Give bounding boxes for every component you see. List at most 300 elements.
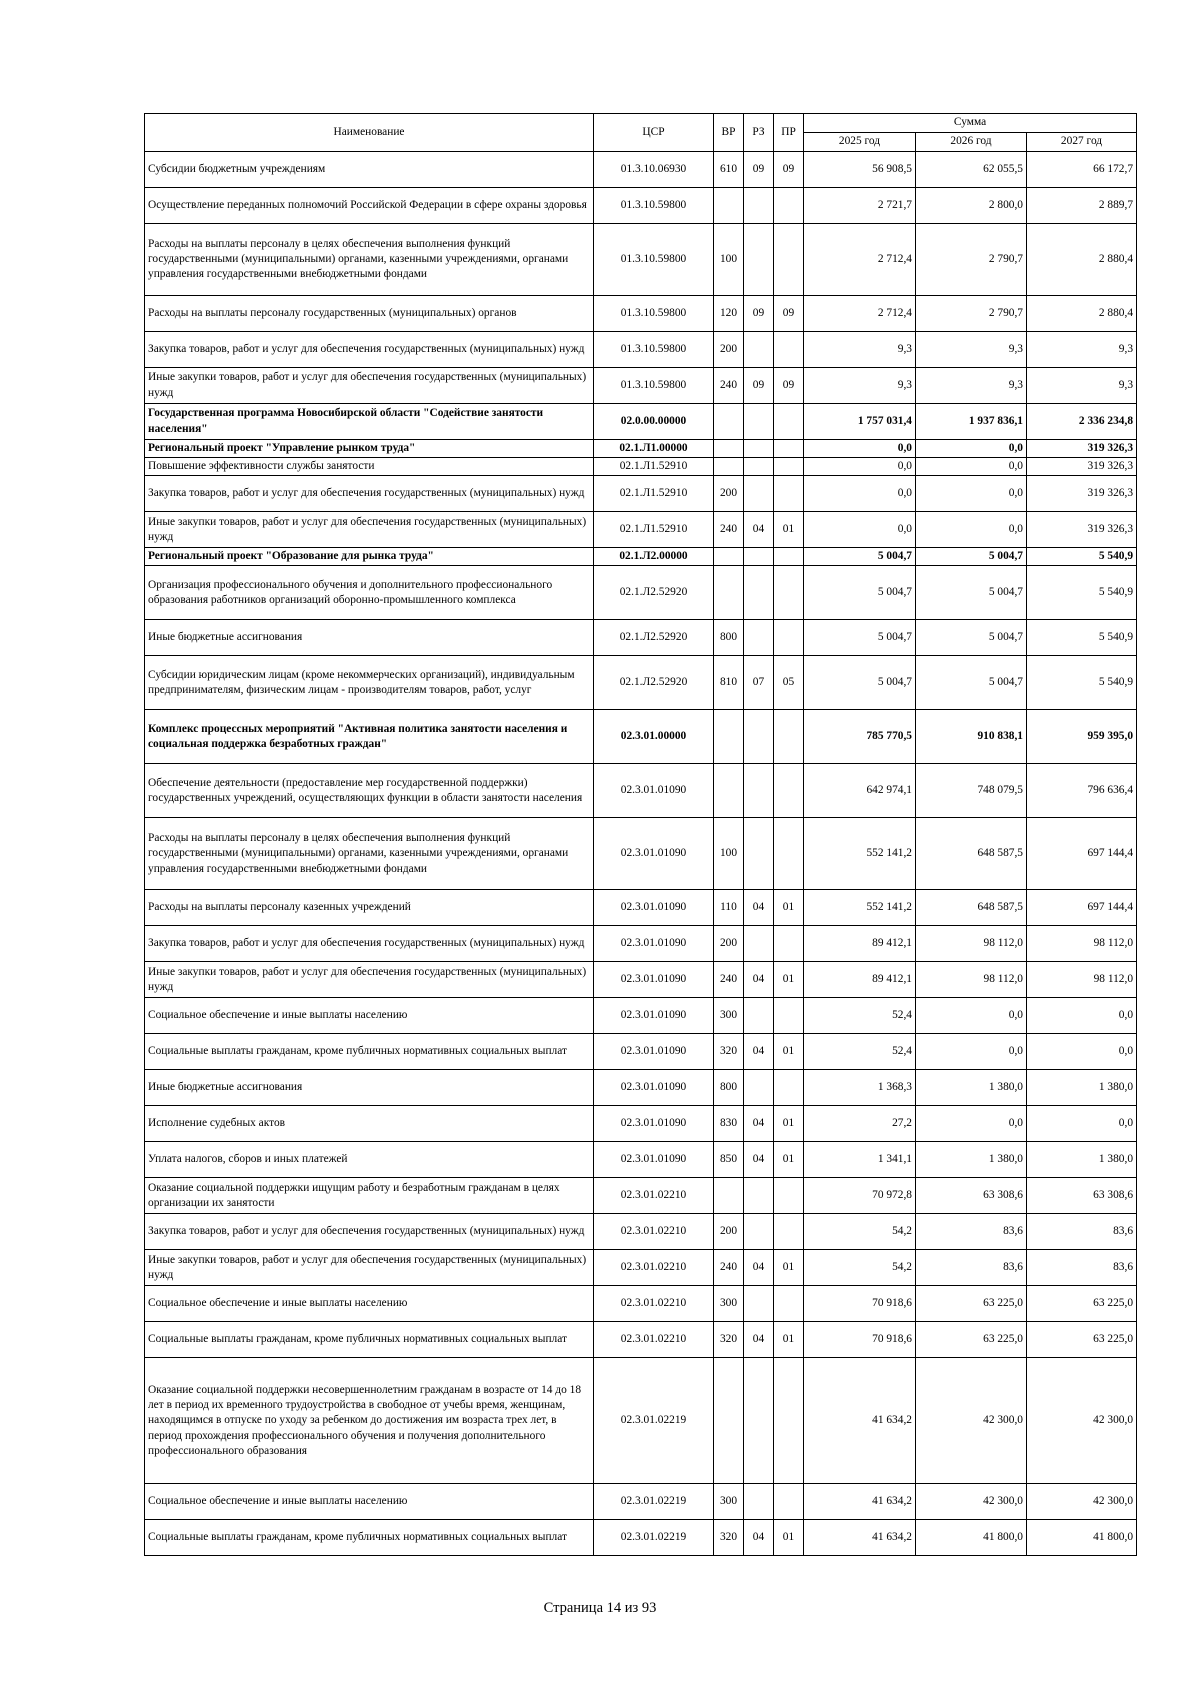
row-rz-code bbox=[744, 818, 774, 890]
row-vr-code: 320 bbox=[714, 1034, 744, 1070]
table-row bbox=[145, 818, 1137, 890]
row-amount-2027: 5 540,9 bbox=[1027, 656, 1137, 710]
row-amount-2027: 319 326,3 bbox=[1027, 512, 1137, 548]
row-amount-2026: 41 800,0 bbox=[916, 1520, 1027, 1556]
row-rz-code: 04 bbox=[744, 1520, 774, 1556]
row-amount-2025: 52,4 bbox=[804, 1034, 916, 1070]
row-amount-2025: 70 918,6 bbox=[804, 1322, 916, 1358]
table-row bbox=[145, 224, 1137, 296]
row-rz-code bbox=[744, 1358, 774, 1484]
row-csr-code: 02.1.Л1.52910 bbox=[594, 512, 714, 548]
row-csr-code: 02.3.01.02210 bbox=[594, 1250, 714, 1286]
row-vr-code: 240 bbox=[714, 1250, 744, 1286]
row-amount-2025: 9,3 bbox=[804, 332, 916, 368]
row-csr-code: 02.3.01.01090 bbox=[594, 1142, 714, 1178]
row-amount-2026: 0,0 bbox=[916, 440, 1027, 458]
row-csr-code: 02.3.01.01090 bbox=[594, 962, 714, 998]
row-name: Социальное обеспечение и иные выплаты населению bbox=[145, 1286, 594, 1322]
row-rz-code: 04 bbox=[744, 1322, 774, 1358]
table-row bbox=[145, 926, 1137, 962]
row-amount-2026: 5 004,7 bbox=[916, 566, 1027, 620]
row-rz-code: 09 bbox=[744, 152, 774, 188]
row-vr-code: 240 bbox=[714, 368, 744, 404]
row-vr-code: 810 bbox=[714, 656, 744, 710]
row-name: Повышение эффективности службы занятости bbox=[145, 458, 594, 476]
row-csr-code: 02.3.01.01090 bbox=[594, 926, 714, 962]
row-amount-2025: 0,0 bbox=[804, 458, 916, 476]
row-name: Иные бюджетные ассигнования bbox=[145, 1070, 594, 1106]
row-vr-code bbox=[714, 1178, 744, 1214]
row-name: Субсидии юридическим лицам (кроме некоммерческих организаций), индивидуальным предпринимателям, физическим лицам - производителям товаров, работ, услуг bbox=[145, 656, 594, 710]
row-amount-2025: 2 712,4 bbox=[804, 296, 916, 332]
row-amount-2025: 0,0 bbox=[804, 512, 916, 548]
row-rz-code: 04 bbox=[744, 1106, 774, 1142]
row-name: Субсидии бюджетным учреждениям bbox=[145, 152, 594, 188]
row-name: Социальные выплаты гражданам, кроме публичных нормативных социальных выплат bbox=[145, 1034, 594, 1070]
row-amount-2027: 42 300,0 bbox=[1027, 1484, 1137, 1520]
row-csr-code: 02.3.01.02210 bbox=[594, 1214, 714, 1250]
row-rz-code: 04 bbox=[744, 962, 774, 998]
row-amount-2027: 5 540,9 bbox=[1027, 620, 1137, 656]
header-sum: Сумма bbox=[804, 114, 1137, 133]
row-csr-code: 02.3.01.02219 bbox=[594, 1358, 714, 1484]
row-amount-2027: 0,0 bbox=[1027, 998, 1137, 1034]
row-csr-code: 02.1.Л2.52920 bbox=[594, 620, 714, 656]
row-rz-code: 09 bbox=[744, 368, 774, 404]
row-csr-code: 02.3.01.01090 bbox=[594, 1106, 714, 1142]
row-rz-code: 04 bbox=[744, 890, 774, 926]
table-row bbox=[145, 1250, 1137, 1286]
row-pr-code bbox=[774, 710, 804, 764]
row-vr-code: 240 bbox=[714, 962, 744, 998]
table-row bbox=[145, 404, 1137, 440]
row-pr-code bbox=[774, 476, 804, 512]
row-amount-2025: 54,2 bbox=[804, 1250, 916, 1286]
row-rz-code bbox=[744, 764, 774, 818]
row-amount-2027: 2 880,4 bbox=[1027, 296, 1137, 332]
row-name: Социальные выплаты гражданам, кроме публичных нормативных социальных выплат bbox=[145, 1520, 594, 1556]
row-amount-2027: 9,3 bbox=[1027, 332, 1137, 368]
row-rz-code bbox=[744, 998, 774, 1034]
row-pr-code: 09 bbox=[774, 296, 804, 332]
header-csr: ЦСР bbox=[594, 114, 714, 152]
table-row bbox=[145, 1178, 1137, 1214]
row-pr-code: 01 bbox=[774, 1106, 804, 1142]
row-csr-code: 02.3.01.00000 bbox=[594, 710, 714, 764]
row-csr-code: 02.1.Л1.00000 bbox=[594, 440, 714, 458]
row-pr-code bbox=[774, 620, 804, 656]
row-name: Региональный проект "Образование для рынка труда" bbox=[145, 548, 594, 566]
table-row bbox=[145, 332, 1137, 368]
row-amount-2026: 0,0 bbox=[916, 1106, 1027, 1142]
table-row bbox=[145, 710, 1137, 764]
row-amount-2027: 41 800,0 bbox=[1027, 1520, 1137, 1556]
row-csr-code: 02.1.Л2.52920 bbox=[594, 656, 714, 710]
row-name: Региональный проект "Управление рынком труда" bbox=[145, 440, 594, 458]
header-name: Наименование bbox=[145, 114, 594, 152]
row-amount-2027: 9,3 bbox=[1027, 368, 1137, 404]
row-vr-code: 300 bbox=[714, 998, 744, 1034]
row-vr-code bbox=[714, 188, 744, 224]
row-pr-code bbox=[774, 566, 804, 620]
row-pr-code: 01 bbox=[774, 1520, 804, 1556]
row-pr-code bbox=[774, 548, 804, 566]
row-vr-code: 800 bbox=[714, 1070, 744, 1106]
row-name: Закупка товаров, работ и услуг для обеспечения государственных (муниципальных) нужд bbox=[145, 332, 594, 368]
row-amount-2026: 748 079,5 bbox=[916, 764, 1027, 818]
header-pr: ПР bbox=[774, 114, 804, 152]
row-amount-2027: 83,6 bbox=[1027, 1250, 1137, 1286]
row-name: Оказание социальной поддержки несовершеннолетним гражданам в возрасте от 14 до 18 лет в период их временного трудоустройства в свободное от учебы время, женщинам, находящимся в отпуске по уходу за ребенком до достижения им возраста трех лет, в период прохождения профессионального обучения и получения дополнительного профессионального образования bbox=[145, 1358, 594, 1484]
row-csr-code: 02.3.01.01090 bbox=[594, 1034, 714, 1070]
row-pr-code bbox=[774, 1070, 804, 1106]
row-vr-code: 200 bbox=[714, 476, 744, 512]
row-pr-code bbox=[774, 998, 804, 1034]
table-row bbox=[145, 512, 1137, 548]
row-amount-2025: 5 004,7 bbox=[804, 656, 916, 710]
row-amount-2025: 41 634,2 bbox=[804, 1520, 916, 1556]
row-rz-code: 09 bbox=[744, 296, 774, 332]
row-amount-2027: 63 308,6 bbox=[1027, 1178, 1137, 1214]
row-name: Иные закупки товаров, работ и услуг для обеспечения государственных (муниципальных) нужд bbox=[145, 368, 594, 404]
row-vr-code: 200 bbox=[714, 926, 744, 962]
row-vr-code: 100 bbox=[714, 224, 744, 296]
row-amount-2027: 697 144,4 bbox=[1027, 818, 1137, 890]
row-rz-code bbox=[744, 566, 774, 620]
row-vr-code: 320 bbox=[714, 1322, 744, 1358]
row-amount-2025: 642 974,1 bbox=[804, 764, 916, 818]
row-amount-2027: 66 172,7 bbox=[1027, 152, 1137, 188]
row-amount-2025: 2 712,4 bbox=[804, 224, 916, 296]
row-amount-2025: 89 412,1 bbox=[804, 962, 916, 998]
row-amount-2026: 1 380,0 bbox=[916, 1070, 1027, 1106]
row-vr-code bbox=[714, 710, 744, 764]
row-amount-2026: 648 587,5 bbox=[916, 890, 1027, 926]
table-row bbox=[145, 476, 1137, 512]
row-rz-code: 04 bbox=[744, 512, 774, 548]
row-pr-code bbox=[774, 818, 804, 890]
row-amount-2025: 41 634,2 bbox=[804, 1484, 916, 1520]
row-amount-2026: 0,0 bbox=[916, 1034, 1027, 1070]
row-name: Обеспечение деятельности (предоставление мер государственной поддержки) государственных учреждений, осуществляющих функции в области занятости населения bbox=[145, 764, 594, 818]
row-pr-code: 01 bbox=[774, 1034, 804, 1070]
row-pr-code bbox=[774, 926, 804, 962]
row-amount-2027: 0,0 bbox=[1027, 1034, 1137, 1070]
row-vr-code: 610 bbox=[714, 152, 744, 188]
row-name: Организация профессионального обучения и дополнительного профессионального образования работников организаций оборонно-промышленного комплекса bbox=[145, 566, 594, 620]
row-amount-2027: 98 112,0 bbox=[1027, 926, 1137, 962]
table-row bbox=[145, 296, 1137, 332]
table-row bbox=[145, 656, 1137, 710]
row-rz-code bbox=[744, 1070, 774, 1106]
row-pr-code bbox=[774, 1484, 804, 1520]
row-rz-code: 04 bbox=[744, 1034, 774, 1070]
row-csr-code: 02.3.01.02210 bbox=[594, 1286, 714, 1322]
header-year-2025: 2025 год bbox=[804, 133, 916, 152]
row-amount-2025: 5 004,7 bbox=[804, 566, 916, 620]
row-amount-2027: 63 225,0 bbox=[1027, 1286, 1137, 1322]
row-rz-code bbox=[744, 548, 774, 566]
row-amount-2025: 41 634,2 bbox=[804, 1358, 916, 1484]
row-amount-2026: 5 004,7 bbox=[916, 656, 1027, 710]
row-name: Расходы на выплаты персоналу государственных (муниципальных) органов bbox=[145, 296, 594, 332]
row-vr-code: 110 bbox=[714, 890, 744, 926]
row-vr-code: 830 bbox=[714, 1106, 744, 1142]
row-amount-2025: 70 918,6 bbox=[804, 1286, 916, 1322]
row-amount-2027: 5 540,9 bbox=[1027, 548, 1137, 566]
row-amount-2027: 98 112,0 bbox=[1027, 962, 1137, 998]
row-amount-2025: 5 004,7 bbox=[804, 620, 916, 656]
table-row bbox=[145, 458, 1137, 476]
row-vr-code: 100 bbox=[714, 818, 744, 890]
row-csr-code: 02.3.01.01090 bbox=[594, 818, 714, 890]
row-amount-2027: 697 144,4 bbox=[1027, 890, 1137, 926]
row-csr-code: 02.3.01.02219 bbox=[594, 1520, 714, 1556]
row-amount-2026: 83,6 bbox=[916, 1250, 1027, 1286]
row-amount-2027: 0,0 bbox=[1027, 1106, 1137, 1142]
row-pr-code bbox=[774, 224, 804, 296]
row-amount-2026: 42 300,0 bbox=[916, 1358, 1027, 1484]
row-name: Иные бюджетные ассигнования bbox=[145, 620, 594, 656]
row-csr-code: 02.3.01.01090 bbox=[594, 890, 714, 926]
row-amount-2027: 1 380,0 bbox=[1027, 1142, 1137, 1178]
row-name: Исполнение судебных актов bbox=[145, 1106, 594, 1142]
table-row bbox=[145, 1358, 1137, 1484]
row-amount-2026: 63 308,6 bbox=[916, 1178, 1027, 1214]
row-csr-code: 02.1.Л2.52920 bbox=[594, 566, 714, 620]
row-amount-2025: 5 004,7 bbox=[804, 548, 916, 566]
row-name: Расходы на выплаты персоналу казенных учреждений bbox=[145, 890, 594, 926]
row-csr-code: 01.3.10.59800 bbox=[594, 332, 714, 368]
row-amount-2027: 1 380,0 bbox=[1027, 1070, 1137, 1106]
row-vr-code: 200 bbox=[714, 332, 744, 368]
row-rz-code bbox=[744, 332, 774, 368]
row-pr-code bbox=[774, 1286, 804, 1322]
row-amount-2025: 552 141,2 bbox=[804, 890, 916, 926]
row-amount-2026: 0,0 bbox=[916, 458, 1027, 476]
row-csr-code: 02.3.01.02210 bbox=[594, 1178, 714, 1214]
row-amount-2027: 319 326,3 bbox=[1027, 440, 1137, 458]
row-pr-code bbox=[774, 1178, 804, 1214]
row-name: Осуществление переданных полномочий Российской Федерации в сфере охраны здоровья bbox=[145, 188, 594, 224]
table-row bbox=[145, 152, 1137, 188]
row-csr-code: 01.3.10.59800 bbox=[594, 296, 714, 332]
table-row bbox=[145, 1106, 1137, 1142]
row-pr-code: 01 bbox=[774, 1142, 804, 1178]
row-pr-code bbox=[774, 458, 804, 476]
row-amount-2026: 1 937 836,1 bbox=[916, 404, 1027, 440]
row-amount-2027: 319 326,3 bbox=[1027, 458, 1137, 476]
row-csr-code: 02.3.01.02210 bbox=[594, 1322, 714, 1358]
row-amount-2026: 1 380,0 bbox=[916, 1142, 1027, 1178]
row-pr-code: 09 bbox=[774, 152, 804, 188]
row-amount-2025: 1 757 031,4 bbox=[804, 404, 916, 440]
row-pr-code: 01 bbox=[774, 512, 804, 548]
row-amount-2025: 27,2 bbox=[804, 1106, 916, 1142]
row-amount-2025: 785 770,5 bbox=[804, 710, 916, 764]
row-amount-2025: 70 972,8 bbox=[804, 1178, 916, 1214]
table-row bbox=[145, 1034, 1137, 1070]
row-amount-2025: 1 341,1 bbox=[804, 1142, 916, 1178]
row-name: Социальное обеспечение и иные выплаты населению bbox=[145, 998, 594, 1034]
row-amount-2027: 2 336 234,8 bbox=[1027, 404, 1137, 440]
row-pr-code: 01 bbox=[774, 1322, 804, 1358]
row-csr-code: 01.3.10.59800 bbox=[594, 368, 714, 404]
budget-table bbox=[144, 113, 1137, 1556]
row-pr-code bbox=[774, 764, 804, 818]
row-rz-code bbox=[744, 458, 774, 476]
table-row bbox=[145, 440, 1137, 458]
row-amount-2027: 319 326,3 bbox=[1027, 476, 1137, 512]
row-amount-2026: 9,3 bbox=[916, 368, 1027, 404]
row-amount-2026: 0,0 bbox=[916, 512, 1027, 548]
row-name: Иные закупки товаров, работ и услуг для обеспечения государственных (муниципальных) нужд bbox=[145, 962, 594, 998]
row-name: Закупка товаров, работ и услуг для обеспечения государственных (муниципальных) нужд bbox=[145, 1214, 594, 1250]
row-name: Комплекс процессных мероприятий "Активная политика занятости населения и социальная поддержка безработных граждан" bbox=[145, 710, 594, 764]
row-name: Расходы на выплаты персоналу в целях обеспечения выполнения функций государственными (муниципальными) органами, казенными учреждениями, органами управления государственными внебюджетными фондами bbox=[145, 818, 594, 890]
row-rz-code bbox=[744, 1286, 774, 1322]
row-amount-2025: 0,0 bbox=[804, 476, 916, 512]
row-rz-code bbox=[744, 440, 774, 458]
row-rz-code bbox=[744, 476, 774, 512]
row-rz-code bbox=[744, 224, 774, 296]
row-rz-code bbox=[744, 188, 774, 224]
row-name: Закупка товаров, работ и услуг для обеспечения государственных (муниципальных) нужд bbox=[145, 476, 594, 512]
row-rz-code: 04 bbox=[744, 1250, 774, 1286]
table-row bbox=[145, 566, 1137, 620]
row-csr-code: 02.0.00.00000 bbox=[594, 404, 714, 440]
row-vr-code: 300 bbox=[714, 1484, 744, 1520]
row-amount-2026: 63 225,0 bbox=[916, 1322, 1027, 1358]
row-amount-2026: 2 800,0 bbox=[916, 188, 1027, 224]
table-row bbox=[145, 620, 1137, 656]
row-name: Оказание социальной поддержки ищущим работу и безработным гражданам в целях организации их занятости bbox=[145, 1178, 594, 1214]
row-vr-code bbox=[714, 440, 744, 458]
row-amount-2027: 63 225,0 bbox=[1027, 1322, 1137, 1358]
table-row bbox=[145, 1142, 1137, 1178]
table-row bbox=[145, 1286, 1137, 1322]
row-amount-2025: 9,3 bbox=[804, 368, 916, 404]
row-amount-2027: 2 880,4 bbox=[1027, 224, 1137, 296]
row-csr-code: 02.3.01.01090 bbox=[594, 764, 714, 818]
row-amount-2026: 0,0 bbox=[916, 476, 1027, 512]
table-row bbox=[145, 764, 1137, 818]
row-vr-code bbox=[714, 404, 744, 440]
table-row bbox=[145, 368, 1137, 404]
row-amount-2027: 42 300,0 bbox=[1027, 1358, 1137, 1484]
row-vr-code: 800 bbox=[714, 620, 744, 656]
table-body bbox=[145, 152, 1137, 1556]
row-amount-2026: 910 838,1 bbox=[916, 710, 1027, 764]
row-csr-code: 01.3.10.59800 bbox=[594, 188, 714, 224]
row-pr-code: 01 bbox=[774, 1250, 804, 1286]
row-amount-2027: 83,6 bbox=[1027, 1214, 1137, 1250]
row-name: Уплата налогов, сборов и иных платежей bbox=[145, 1142, 594, 1178]
header-rz: РЗ bbox=[744, 114, 774, 152]
row-vr-code: 320 bbox=[714, 1520, 744, 1556]
row-amount-2026: 98 112,0 bbox=[916, 962, 1027, 998]
row-amount-2026: 9,3 bbox=[916, 332, 1027, 368]
row-vr-code: 120 bbox=[714, 296, 744, 332]
row-amount-2027: 5 540,9 bbox=[1027, 566, 1137, 620]
row-vr-code bbox=[714, 566, 744, 620]
table-row bbox=[145, 188, 1137, 224]
row-amount-2026: 2 790,7 bbox=[916, 224, 1027, 296]
row-vr-code bbox=[714, 764, 744, 818]
row-amount-2026: 83,6 bbox=[916, 1214, 1027, 1250]
table-row bbox=[145, 1322, 1137, 1358]
row-amount-2026: 648 587,5 bbox=[916, 818, 1027, 890]
row-rz-code bbox=[744, 620, 774, 656]
row-vr-code bbox=[714, 548, 744, 566]
row-pr-code: 05 bbox=[774, 656, 804, 710]
row-pr-code bbox=[774, 404, 804, 440]
row-rz-code: 07 bbox=[744, 656, 774, 710]
table-row bbox=[145, 1484, 1137, 1520]
row-rz-code bbox=[744, 1178, 774, 1214]
row-csr-code: 02.1.Л2.00000 bbox=[594, 548, 714, 566]
header-row-top bbox=[145, 114, 1137, 133]
row-csr-code: 01.3.10.59800 bbox=[594, 224, 714, 296]
row-amount-2027: 2 889,7 bbox=[1027, 188, 1137, 224]
row-amount-2026: 5 004,7 bbox=[916, 548, 1027, 566]
row-amount-2025: 56 908,5 bbox=[804, 152, 916, 188]
row-amount-2026: 2 790,7 bbox=[916, 296, 1027, 332]
row-amount-2026: 42 300,0 bbox=[916, 1484, 1027, 1520]
row-amount-2025: 0,0 bbox=[804, 440, 916, 458]
row-csr-code: 02.1.Л1.52910 bbox=[594, 476, 714, 512]
row-pr-code bbox=[774, 332, 804, 368]
row-csr-code: 02.1.Л1.52910 bbox=[594, 458, 714, 476]
row-name: Иные закупки товаров, работ и услуг для обеспечения государственных (муниципальных) нужд bbox=[145, 512, 594, 548]
row-name: Государственная программа Новосибирской области "Содействие занятости населения" bbox=[145, 404, 594, 440]
row-pr-code bbox=[774, 1358, 804, 1484]
header-year-2027: 2027 год bbox=[1027, 133, 1137, 152]
header-year-2026: 2026 год bbox=[916, 133, 1027, 152]
table-row bbox=[145, 1520, 1137, 1556]
row-csr-code: 02.3.01.01090 bbox=[594, 998, 714, 1034]
row-rz-code bbox=[744, 1214, 774, 1250]
table-row bbox=[145, 1214, 1137, 1250]
row-name: Расходы на выплаты персоналу в целях обеспечения выполнения функций государственными (муниципальными) органами, казенными учреждениями, органами управления государственными внебюджетными фондами bbox=[145, 224, 594, 296]
row-pr-code: 01 bbox=[774, 890, 804, 926]
row-vr-code: 240 bbox=[714, 512, 744, 548]
table-row bbox=[145, 548, 1137, 566]
row-amount-2026: 5 004,7 bbox=[916, 620, 1027, 656]
row-rz-code bbox=[744, 1484, 774, 1520]
row-amount-2027: 959 395,0 bbox=[1027, 710, 1137, 764]
header-vr: ВР bbox=[714, 114, 744, 152]
row-amount-2025: 52,4 bbox=[804, 998, 916, 1034]
row-csr-code: 02.3.01.02219 bbox=[594, 1484, 714, 1520]
row-amount-2025: 89 412,1 bbox=[804, 926, 916, 962]
row-csr-code: 02.3.01.01090 bbox=[594, 1070, 714, 1106]
row-rz-code bbox=[744, 710, 774, 764]
row-name: Социальное обеспечение и иные выплаты населению bbox=[145, 1484, 594, 1520]
row-amount-2026: 0,0 bbox=[916, 998, 1027, 1034]
row-pr-code: 01 bbox=[774, 962, 804, 998]
row-amount-2025: 54,2 bbox=[804, 1214, 916, 1250]
row-amount-2026: 62 055,5 bbox=[916, 152, 1027, 188]
page-number: Страница 14 из 93 bbox=[543, 1600, 657, 1616]
row-amount-2026: 98 112,0 bbox=[916, 926, 1027, 962]
table-row bbox=[145, 998, 1137, 1034]
row-amount-2025: 1 368,3 bbox=[804, 1070, 916, 1106]
row-vr-code: 200 bbox=[714, 1214, 744, 1250]
row-name: Закупка товаров, работ и услуг для обеспечения государственных (муниципальных) нужд bbox=[145, 926, 594, 962]
row-rz-code bbox=[744, 404, 774, 440]
row-pr-code bbox=[774, 1214, 804, 1250]
